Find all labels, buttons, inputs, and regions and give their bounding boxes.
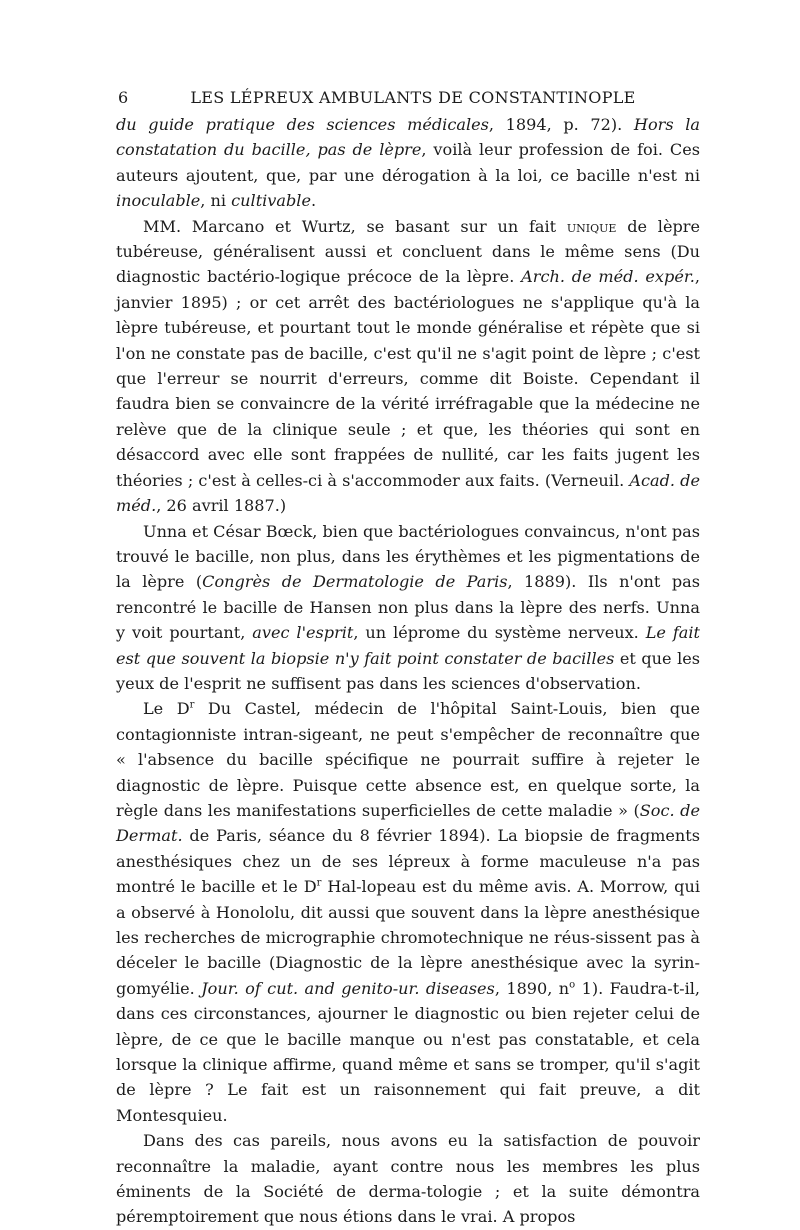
paragraph [116,1128,700,1230]
text-run: MM. Marcano et Wurtz, se basant sur un fait [143,216,567,236]
text-run: Du Castel, médecin de l'hôpital Saint-Louis, bien que contagionniste intran-sigeant, ne peut s'empêcher de reconnaître que « l'absence du bacille spécifique ne pourrait suffire à rejeter le diagnostic de lèpre. Puisque cette absence est, en quelque sorte, la règle dans les manifestations superficielles de cette maladie » ( [116,699,701,820]
italic-run: Soc. de Dermat. [116,800,700,846]
superscript-run: r [189,699,195,711]
italic-run: cultivable [231,191,311,211]
text-run: , 1890, n [494,978,570,998]
running-title: LES LÉPREUX AMBULANTS DE CONSTANTINOPLE [190,88,636,107]
text-run: 1). Faudra-t-il, dans ces circonstances, ajourner le diagnostic ou bien rejeter celui de lèpre, de ce que le bacille manque ou n'est pas constatable, et cela lorsque la clinique affirme, quand même et sans se tromper, qu'il s'agit de lèpre ? Le fait est un raisonnement qui fait preuve, a dit Montesquieu. [116,978,701,1125]
paragraph [116,519,700,697]
body-text [116,112,700,1230]
italic-run: inoculable [116,191,201,211]
italic-run: Arch. de méd. expér. [521,267,695,287]
italic-run: Hors la constatation du bacille, pas de lèpre [116,115,700,160]
text-run: Le D [143,699,190,719]
text-run: , janvier 1895) ; or cet arrêt des bactériologues ne s'applique qu'à la lèpre tubéreuse, et pourtant tout le monde généralise et répète que si l'on ne constate pas de bacille, c'est qu'il ne s'agit point de lèpre ; c'est que l'erreur se nourrit d'erreurs, comme dit Boiste. Cependant il faudra bien se convaincre de la vérité irréfragable que la médecine ne relève que de la clinique seule ; et que, les théories qui sont en désaccord avec elle sont frappées de nullité, car les faits jugent les théories ; c'est à celles-ci à s'accommoder aux faits. (Verneuil. [116,267,701,490]
text-run: Hal-lopeau est du même avis. A. Morrow, qui a observé à Honololu, dit aussi que souvent dans la lèpre anesthésique les recherches de micrographie chromotechnique ne réus-sissent pas à déceler le bacille (Diagnostic de la lèpre anesthésique avec la syrin-gomyélie. [116,877,700,998]
text-run: Unna et César Bœck, bien que bactériologues convaincus, n'ont pas trouvé le bacille, non plus, dans les érythèmes et les pigmentations de la lèpre ( [116,521,700,592]
paragraph [116,112,700,214]
text-run: , un léprome du système nerveux. [353,623,646,643]
text-run: . [310,191,317,211]
small-caps-run: unique [566,216,617,236]
superscript-run: o [569,979,576,991]
italic-run: Congrès de Dermatologie de Paris [202,572,508,592]
italic-run: Acad. de méd. [116,470,701,516]
text-run: , 1894, p. 72). [488,115,634,134]
text-run: , 1889). Ils n'ont pas rencontré le bacille de Hansen non plus dans la lèpre des nerfs. Unna y voit pourtant, [116,572,700,643]
italic-run: Le fait est que souvent la biopsie n'y fait point constater de bacilles [116,623,700,668]
text-run: , voilà leur profession de foi. Ces auteurs ajoutent, que, par une dérogation à la loi, ce bacille n'est ni [116,140,700,185]
page-number: 6 [118,88,129,107]
text-run: Dans des cas pareils, nous avons eu la satisfaction de pouvoir reconnaître la maladie, ayant contre nous les membres les plus éminents de la Société de derma-tologie ; et la suite démontra péremptoirement que nous étions dans le vrai. A propos [116,1131,700,1227]
paragraph [116,214,700,519]
text-run: , ni [200,191,232,211]
italic-run: du guide pratique des sciences médicales [116,115,489,134]
text-run: de Paris, séance du 8 février 1894). La biopsie de fragments anesthésiques chez un de ses lépreux à forme maculeuse n'a pas montré le bacille et le D [116,826,700,897]
text-run: de lèpre tubéreuse, généralisent aussi et concluent dans le même sens (Du diagnostic bactério-logique précoce de la lèpre. [116,216,700,287]
paragraph [116,696,700,1128]
italic-run: avec l'esprit [252,623,354,643]
italic-run: Jour. of cut. and genito-ur. diseases [201,978,495,998]
text-run: et que les yeux de l'esprit ne suffisent pas dans les sciences d'observation. [116,648,701,693]
running-head [118,88,698,110]
text-run: , 26 avril 1887.) [156,496,287,516]
superscript-run: r [316,877,322,889]
